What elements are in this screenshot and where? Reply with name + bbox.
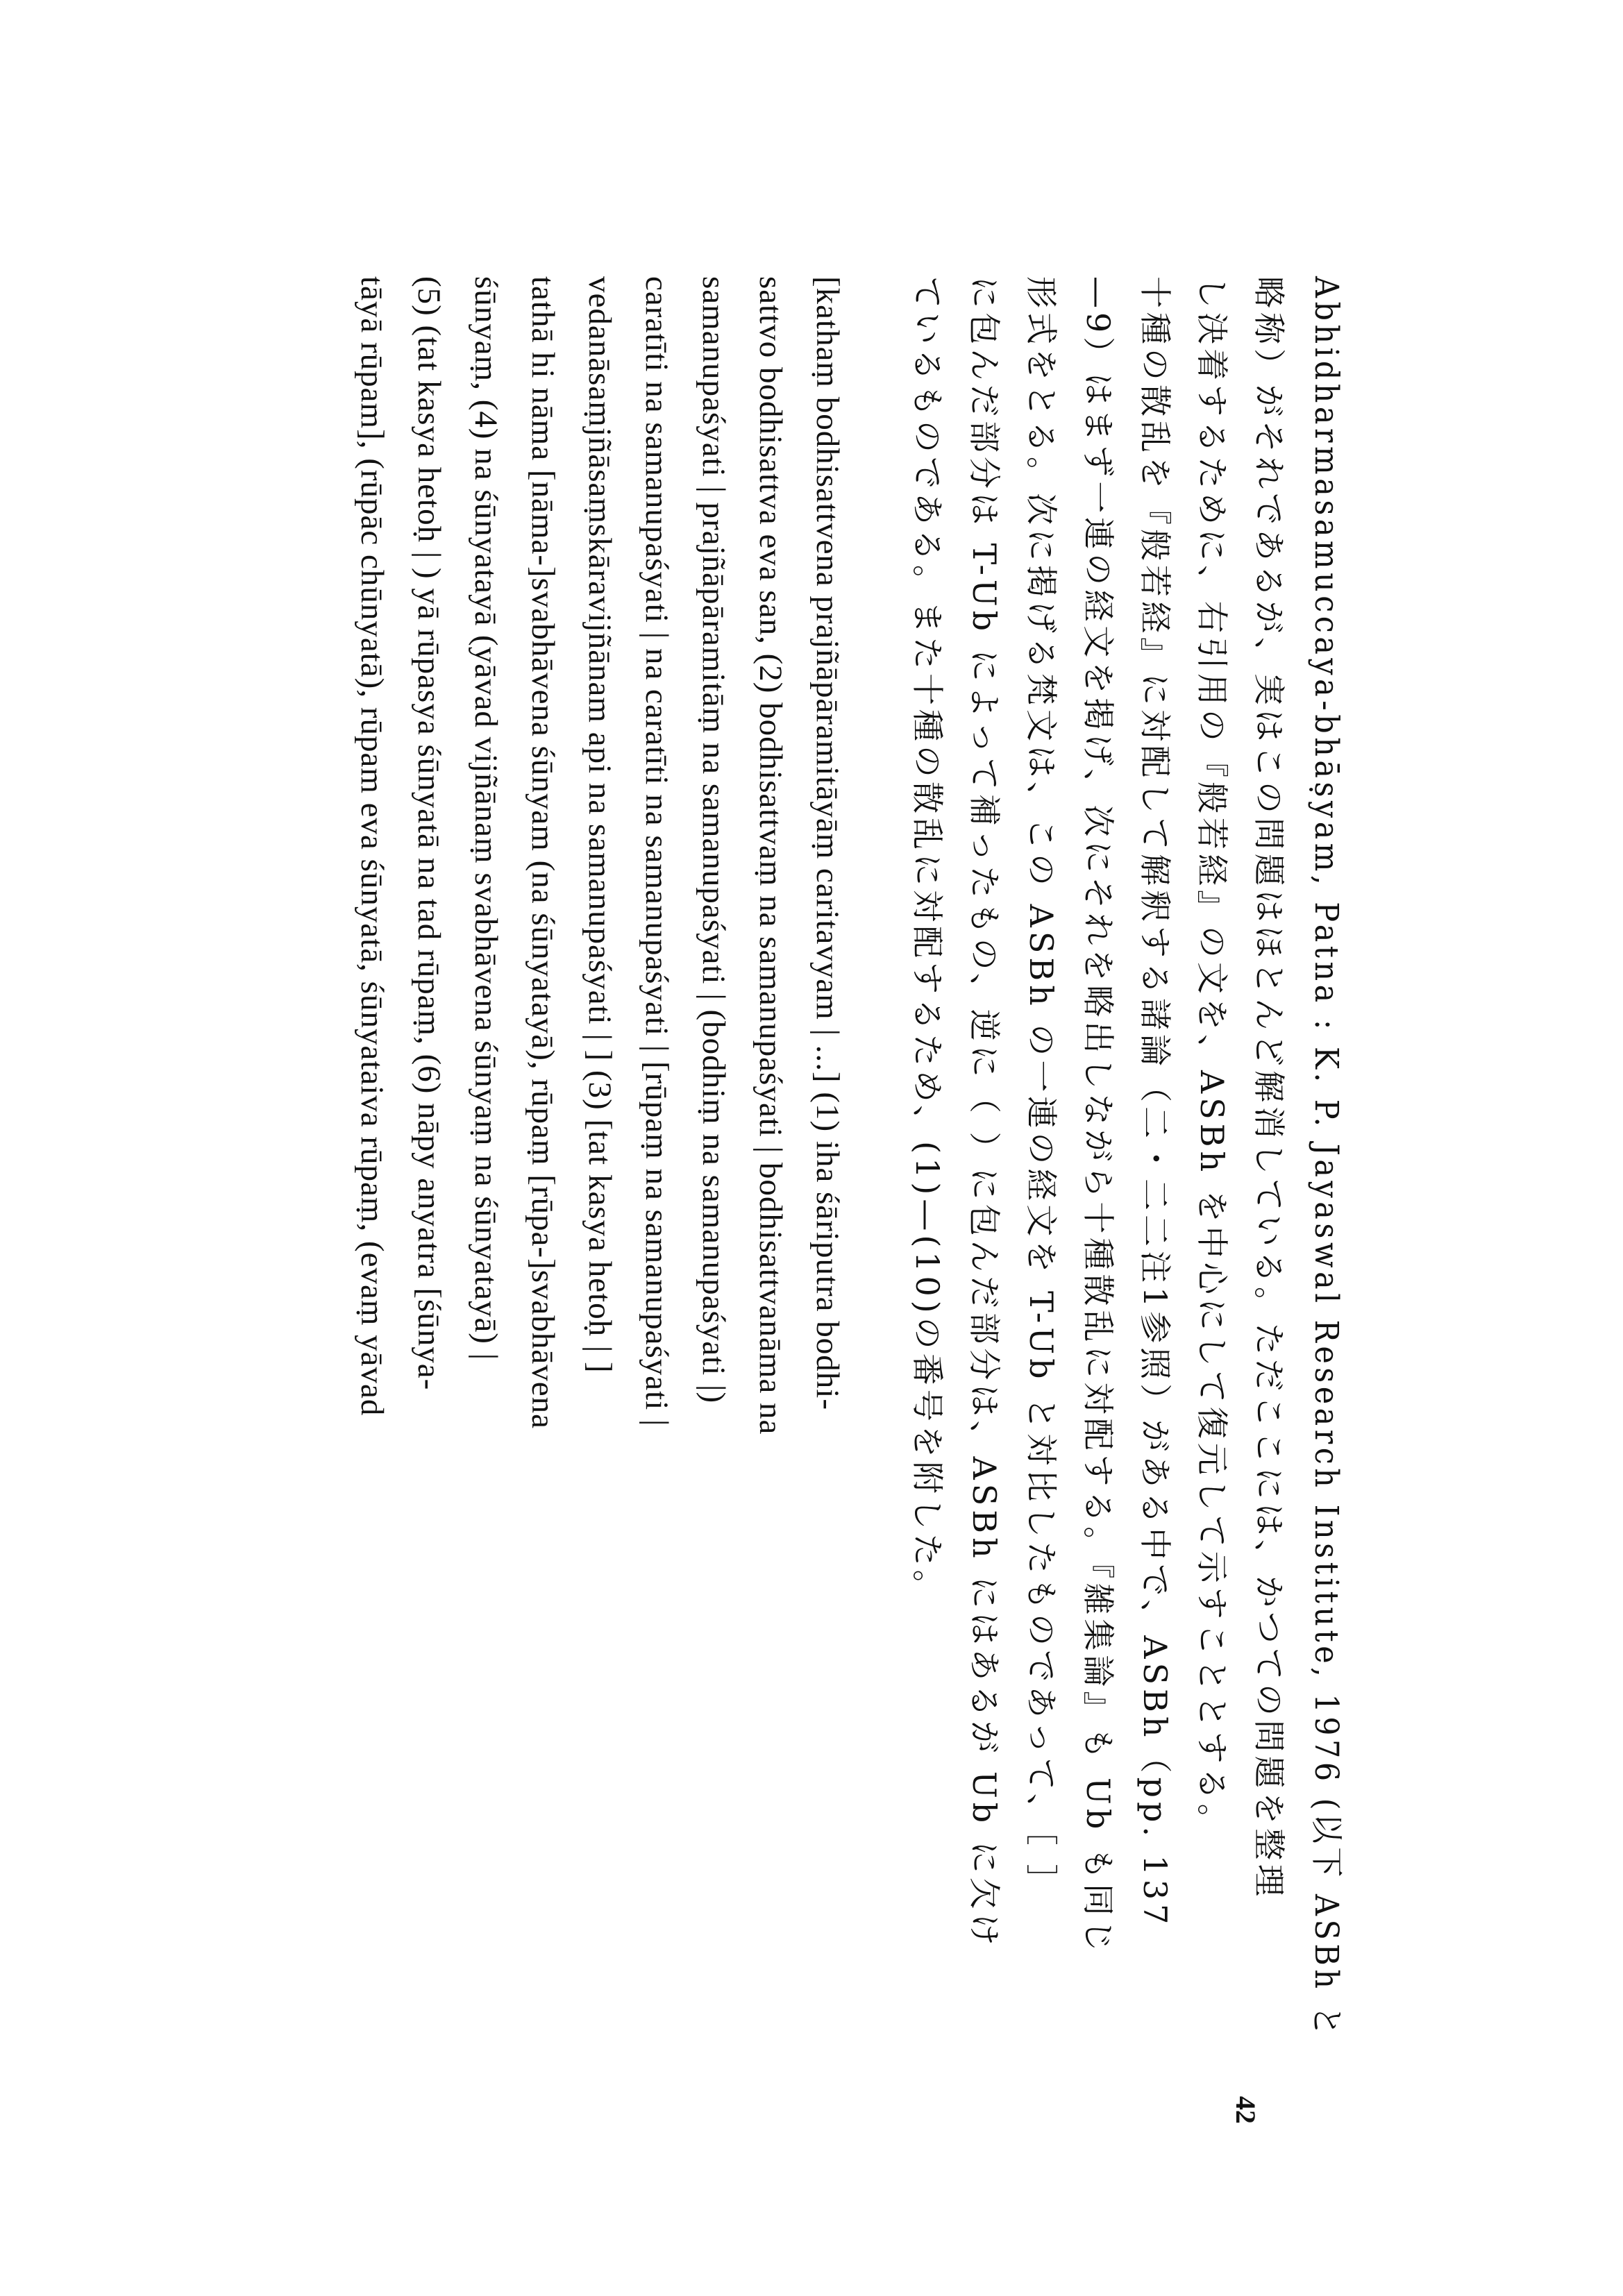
text-line: śūnyaṃ, (4) na śūnyatayā (yāvad vijñānaṃ svabhāvena śūnyaṃ na śūnyatayā) |	[468, 276, 504, 1361]
text-line: 形式をとる。次に掲げる梵文は、この ASBh の一連の経文を T-Ub と対比したものであって、［ ］	[1023, 276, 1060, 1900]
text-line: (5) (tat kasya hetoḥ | ) yā rūpasya śūnyatā na tad rūpaṃ, (6) nāpy anyatra [śūnya-	[411, 276, 447, 1391]
text-line: caratīti na samanupaśyati | na caratīti na samanupaśyati | [rūpaṃ na samanupaśyati |	[639, 276, 675, 1427]
text-line: [kathaṃ bodhisattvena prajñāpāramitāyāṃ caritavyam | ...] (1) iha śāriputra bodhi-	[809, 276, 846, 1410]
text-line: 十種の散乱を『般若経』に対配して解釈する諸論（二・二二注1参照）がある中で、ASBh（pp. 137	[1136, 276, 1174, 1929]
text-line: tathā hi nāma [nāma-]svabhāvena śūnyam (na śūnyatayā), rūpaṃ [rūpa-]svabhāvena	[525, 276, 561, 1429]
text-line: Abhidharmasamuccaya-bhāṣyam, Patna : K. P. Jayaswal Research Institute, 1976 (以下 ASBh と	[1307, 276, 1345, 2040]
text-line: vedanāsaṃjñāsaṃskāravijñānam api na samanupaśyati | ] (3) [tat kasya hetoḥ | ]	[582, 276, 618, 1374]
text-line: ているものである。また十種の散乱に対配するため、(1)—(10)の番号を附した。	[909, 276, 946, 1606]
text-line: tāyā rūpam], (rūpāc chūnyatā), rūpam eva śūnyatā, śūnyataiva rūpaṃ, (evaṃ yāvad	[354, 276, 390, 1417]
text-line: に包んだ部分は T-Ub によって補ったもの、逆に（ ）に包んだ部分は、ASBh にはあるが Ub に欠け	[966, 276, 1003, 1950]
text-line: sattvo bodhisattva eva san, (2) bodhisattvaṃ na samanupaśyati | bodhisattvanāma na	[752, 276, 789, 1435]
text-line: samanupaśyati | prajñāpāramitāṃ na samanupaśyati | (bodhiṃ na samanupaśyati |)	[696, 276, 732, 1404]
page-number: 42	[1230, 2096, 1261, 2124]
text-line: —9）はまず一連の経文を掲げ、次にそれを略出しながら十種散乱に対配する。『雑集論』も Ub も同じ	[1079, 276, 1117, 1956]
text-line: 略称）がそれであるが、実はこの問題はほとんど解消している。ただここには、かつての問題を整理	[1250, 276, 1288, 1900]
text-line: し決着するために、右引用の『般若経』の文を、ASBh を中心にして復元して示すこととする。	[1193, 276, 1231, 1840]
rotated-text-block	[170, 276, 1350, 2053]
